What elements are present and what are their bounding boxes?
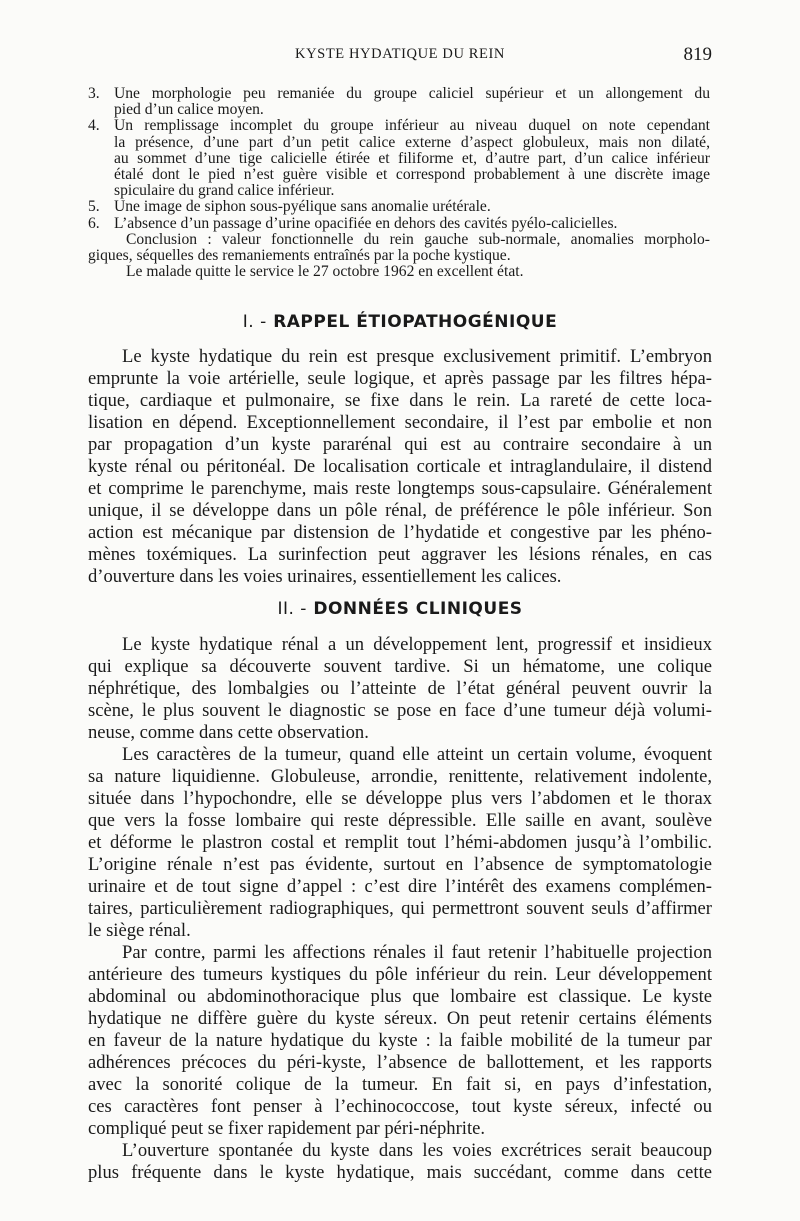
text-line: au sommet d’une tige calicielle étirée et filiforme et, d’autre part, d’un calice inférieur — [114, 149, 710, 167]
text-line: située dans l’hypochondre, elle se développe plus vers l’abdomen et le thorax — [88, 788, 712, 809]
text-line: Les caractères de la tumeur, quand elle atteint un certain volume, évoquent — [122, 744, 712, 765]
text-line: L’absence d’un passage d’urine opacifiée en dehors des cavités pyélo-calicielles. — [114, 214, 618, 232]
text-line: urinaire et de tout signe d’appel : c’est dire l’intérêt des examens complémen- — [88, 876, 712, 897]
text-line: étalé dont le pied n’est guère visible et correspond probablement à une discrète image — [114, 166, 710, 184]
section-2-body — [88, 634, 712, 1184]
text-line: la présence, d’une part d’un petit calice externe d’aspect globuleux, mais non dilaté, — [114, 133, 710, 151]
text-line: sa nature liquidienne. Globuleuse, arrondie, renittente, relativement indolente, — [88, 766, 712, 787]
list-number: 4. — [88, 117, 100, 135]
list-item — [88, 118, 710, 199]
text-line: par propagation d’un kyste pararénal qui est au contraire secondaire à un — [88, 434, 712, 455]
text-line: Une morphologie peu remaniée du groupe caliciel supérieur et un allongement du — [114, 85, 710, 102]
text-line: abdominal ou abdominothoracique plus que lombaire est classique. Le kyste — [88, 986, 712, 1007]
text-line: L’ouverture spontanée du kyste dans les voies excrétrices serait beaucoup — [122, 1140, 712, 1161]
text-line: et déforme le plastron costal et remplit tout l’hémi-abdomen jusqu’à l’ombilic. — [88, 832, 712, 853]
text-line: neuse, comme dans cette observation. — [88, 722, 369, 743]
section-number: I. - — [242, 312, 267, 332]
text-line: Un remplissage incomplet du groupe inférieur au niveau duquel on note cependant — [114, 117, 710, 135]
text-line: scène, le plus souvent le diagnostic se pose en face d’une tumeur déjà volumi- — [88, 700, 712, 721]
text-line: que vers la fosse lombaire qui reste dépressible. Elle saille en avant, soulève — [88, 810, 712, 831]
text-line: unique, il se développe dans un pôle rénal, de préférence le pôle inférieur. Son — [88, 500, 712, 521]
text-line: mènes toxémiques. La surinfection peut aggraver les lésions rénales, en cas — [88, 544, 712, 565]
text-line: tique, cardiaque et pulmonaire, se fixe dans le rein. La rareté de cette loca- — [88, 390, 712, 411]
text-line: taires, particulièrement radiographiques, qui permettront souvent seuls d’affirmer — [88, 898, 712, 919]
section-heading-2 — [0, 599, 800, 619]
section-title: DONNÉES CLINIQUES — [313, 599, 523, 619]
list-number: 5. — [88, 198, 100, 216]
text-line: en faveur de la nature hydatique du kyste : la faible mobilité de la tumeur par — [88, 1030, 712, 1051]
page-number: 819 — [683, 44, 712, 65]
text-line: L’origine rénale n’est pas évidente, surtout en l’absence de symptomatologie — [88, 854, 712, 875]
text-line: kyste rénal ou péritonéal. De localisation corticale et intraglandulaire, il distend — [88, 456, 712, 477]
text-line: et comprime le parenchyme, mais reste longtemps sous-capsulaire. Généralement — [88, 478, 712, 499]
text-line: Par contre, parmi les affections rénales il faut retenir l’habituelle projection — [122, 942, 712, 963]
text-line: action est mécanique par distension de l’hydatide et congestive par les phéno- — [88, 522, 712, 543]
text-line: qui explique sa découverte souvent tardive. Si un hématome, une colique — [88, 656, 712, 677]
list-number: 3. — [88, 85, 100, 102]
text-line: spiculaire du grand calice inférieur. — [114, 182, 335, 200]
section-1-body — [88, 346, 712, 588]
text-line: Le kyste hydatique du rein est presque exclusivement primitif. L’embryon — [122, 346, 712, 367]
text-line: le siège rénal. — [88, 920, 191, 941]
paragraph — [88, 744, 712, 942]
list-item — [88, 199, 710, 215]
text-line: néphrétique, des lombalgies ou l’atteinte de l’état général peuvent ouvrir la — [88, 678, 712, 699]
section-number: II. - — [277, 599, 307, 619]
text-line: adhérences précoces du péri-kyste, l’absence de ballottement, et les rapports — [88, 1052, 712, 1073]
text-line: Conclusion : valeur fonctionnelle du rein gauche sub-normale, anomalies morpholo- — [126, 230, 710, 248]
text-line: plus fréquente dans le kyste hydatique, mais succédant, comme dans cette — [88, 1162, 712, 1183]
text-line: compliqué peut se fixer rapidement par péri-néphrite. — [88, 1118, 486, 1139]
section-title: RAPPEL ÉTIOPATHOGÉNIQUE — [273, 312, 558, 332]
list-item — [88, 86, 710, 118]
section-heading-1 — [0, 312, 800, 332]
text-line: antérieure des tumeurs kystiques du pôle inférieur du rein. Leur développement — [88, 964, 712, 985]
paragraph — [88, 346, 712, 588]
list-item — [88, 216, 710, 232]
case-notes — [88, 86, 710, 280]
text-line: emprunte la voie artérielle, seule logique, et après passage par les filtres hépa- — [88, 368, 712, 389]
paragraph — [88, 942, 712, 1140]
text-line: Une image de siphon sous-pyélique sans anomalie urétérale. — [114, 198, 491, 216]
text-line: hydatique ne diffère guère du kyste séreux. On peut retenir certains éléments — [88, 1008, 712, 1029]
text-line: lisation en dépend. Exceptionnellement secondaire, il l’est par embolie et non — [88, 412, 712, 433]
text-line: Le malade quitte le service le 27 octobre 1962 en excellent état. — [126, 263, 524, 281]
text-line: avec la sonorité colique de la tumeur. En fait si, en pays d’infestation, — [88, 1074, 712, 1095]
text-line: ces caractères font penser à l’echinococcose, tout kyste séreux, infecté ou — [88, 1096, 712, 1117]
text-line: Le kyste hydatique rénal a un développement lent, progressif et insidieux — [122, 634, 712, 655]
running-title: KYSTE HYDATIQUE DU REIN — [295, 46, 505, 62]
text-line: giques, séquelles des remaniements entraînés par la poche kystique. — [88, 247, 511, 265]
text-line: d’ouverture dans les voies urinaires, essentiellement les calices. — [88, 566, 562, 587]
list-number: 6. — [88, 214, 100, 232]
paragraph — [88, 1140, 712, 1184]
paragraph — [88, 634, 712, 744]
text-line: pied d’un calice moyen. — [114, 101, 264, 119]
